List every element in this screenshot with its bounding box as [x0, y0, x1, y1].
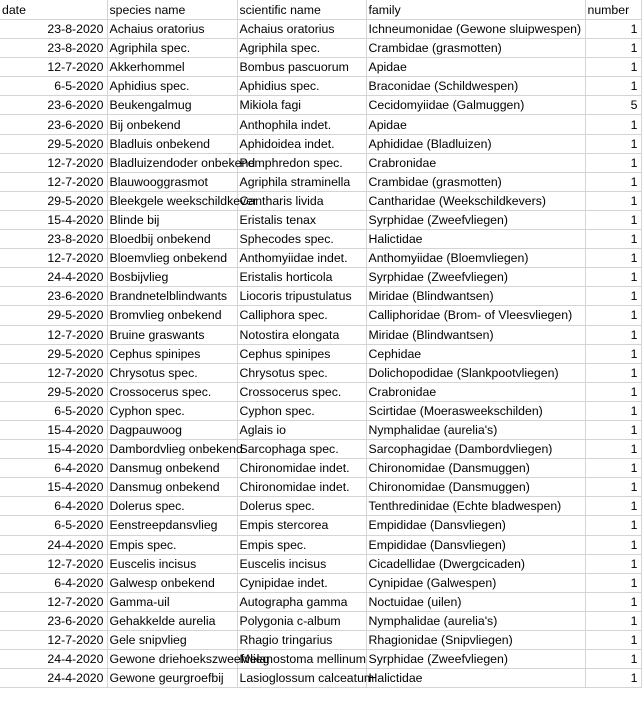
- scientific-name-cell[interactable]: Pemphredon spec.: [237, 153, 366, 172]
- family-cell[interactable]: Crabronidae: [366, 153, 585, 172]
- family-cell[interactable]: Syrphidae (Zweefvliegen): [366, 650, 585, 669]
- table-row: [0, 344, 641, 363]
- table-row: [0, 58, 641, 77]
- species-name-cell[interactable]: Gele snipvlieg: [107, 631, 237, 650]
- family-cell[interactable]: Crambidae (grasmotten): [366, 39, 585, 58]
- number-cell[interactable]: 1: [585, 287, 641, 306]
- number-cell[interactable]: 1: [585, 382, 641, 401]
- number-cell[interactable]: 1: [585, 669, 641, 688]
- scientific-name-cell[interactable]: Euscelis incisus: [237, 554, 366, 573]
- scientific-name-cell[interactable]: Anthophila indet.: [237, 115, 366, 134]
- date-cell[interactable]: 29-5-2020: [0, 344, 107, 363]
- family-cell[interactable]: Chironomidae (Dansmuggen): [366, 459, 585, 478]
- number-cell[interactable]: 1: [585, 497, 641, 516]
- date-cell[interactable]: 23-6-2020: [0, 96, 107, 115]
- scientific-name-cell[interactable]: Dolerus spec.: [237, 497, 366, 516]
- scientific-name-cell[interactable]: Chrysotus spec.: [237, 363, 366, 382]
- family-cell[interactable]: Syrphidae (Zweefvliegen): [366, 210, 585, 229]
- species-name-cell[interactable]: Chrysotus spec.: [107, 363, 237, 382]
- table-row: [0, 268, 641, 287]
- scientific-name-cell[interactable]: Autographa gamma: [237, 592, 366, 611]
- table-row: [0, 497, 641, 516]
- species-name-cell[interactable]: Bromvlieg onbekend: [107, 306, 237, 325]
- species-name-cell[interactable]: Brandnetelblindwants: [107, 287, 237, 306]
- family-cell[interactable]: Halictidae: [366, 230, 585, 249]
- date-cell[interactable]: 12-7-2020: [0, 363, 107, 382]
- number-cell[interactable]: 1: [585, 459, 641, 478]
- family-cell[interactable]: Nymphalidae (aurelia's): [366, 611, 585, 630]
- date-cell[interactable]: 23-8-2020: [0, 230, 107, 249]
- table-row: [0, 230, 641, 249]
- date-cell[interactable]: 29-5-2020: [0, 134, 107, 153]
- species-name-cell[interactable]: Beukengalmug: [107, 96, 237, 115]
- date-cell[interactable]: 15-4-2020: [0, 420, 107, 439]
- scientific-name-cell[interactable]: Aphidoidea indet.: [237, 134, 366, 153]
- number-cell[interactable]: 1: [585, 650, 641, 669]
- date-cell[interactable]: 24-4-2020: [0, 535, 107, 554]
- number-cell[interactable]: 1: [585, 153, 641, 172]
- date-cell[interactable]: 6-4-2020: [0, 497, 107, 516]
- scientific-name-cell[interactable]: Agriphila straminella: [237, 172, 366, 191]
- header-scientific-name[interactable]: scientific name: [237, 0, 366, 20]
- number-cell[interactable]: 1: [585, 20, 641, 39]
- species-name-cell[interactable]: Gewone geurgroefbij: [107, 669, 237, 688]
- number-cell[interactable]: 1: [585, 631, 641, 650]
- family-cell[interactable]: Nymphalidae (aurelia's): [366, 420, 585, 439]
- table-row: [0, 325, 641, 344]
- scientific-name-cell[interactable]: Sphecodes spec.: [237, 230, 366, 249]
- species-name-cell[interactable]: Gamma-uil: [107, 592, 237, 611]
- number-cell[interactable]: 1: [585, 478, 641, 497]
- number-cell[interactable]: 1: [585, 535, 641, 554]
- date-cell[interactable]: 15-4-2020: [0, 210, 107, 229]
- table-row: [0, 631, 641, 650]
- table-row: [0, 420, 641, 439]
- date-cell[interactable]: 24-4-2020: [0, 650, 107, 669]
- table-row: [0, 363, 641, 382]
- scientific-name-cell[interactable]: Anthomyiidae indet.: [237, 249, 366, 268]
- scientific-name-cell[interactable]: Notostira elongata: [237, 325, 366, 344]
- date-cell[interactable]: 12-7-2020: [0, 554, 107, 573]
- species-name-cell[interactable]: Bloemvlieg onbekend: [107, 249, 237, 268]
- scientific-name-cell[interactable]: Melanostoma mellinum: [237, 650, 366, 669]
- date-cell[interactable]: 6-4-2020: [0, 573, 107, 592]
- table-row: [0, 306, 641, 325]
- number-cell[interactable]: 1: [585, 134, 641, 153]
- scientific-name-cell[interactable]: Liocoris tripustulatus: [237, 287, 366, 306]
- number-cell[interactable]: 1: [585, 554, 641, 573]
- family-cell[interactable]: Cephidae: [366, 344, 585, 363]
- species-name-cell[interactable]: Bladluis onbekend: [107, 134, 237, 153]
- date-cell[interactable]: 12-7-2020: [0, 58, 107, 77]
- table-row: [0, 554, 641, 573]
- date-cell[interactable]: 24-4-2020: [0, 268, 107, 287]
- species-name-cell[interactable]: Dambordvlieg onbekend: [107, 440, 237, 459]
- scientific-name-cell[interactable]: Polygonia c-album: [237, 611, 366, 630]
- number-cell[interactable]: 1: [585, 230, 641, 249]
- number-cell[interactable]: 1: [585, 191, 641, 210]
- family-cell[interactable]: Halictidae: [366, 669, 585, 688]
- species-name-cell[interactable]: Dansmug onbekend: [107, 459, 237, 478]
- table-row: [0, 573, 641, 592]
- family-cell[interactable]: Cicadellidae (Dwergcicaden): [366, 554, 585, 573]
- species-name-cell[interactable]: Bladluizendoder onbekend: [107, 153, 237, 172]
- species-name-cell[interactable]: Akkerhommel: [107, 58, 237, 77]
- species-name-cell[interactable]: Bosbijvlieg: [107, 268, 237, 287]
- table-row: [0, 191, 641, 210]
- number-cell[interactable]: 1: [585, 306, 641, 325]
- date-cell[interactable]: 29-5-2020: [0, 191, 107, 210]
- scientific-name-cell[interactable]: Achaius oratorius: [237, 20, 366, 39]
- species-name-cell[interactable]: Blauwooggrasmot: [107, 172, 237, 191]
- table-row: [0, 249, 641, 268]
- species-name-cell[interactable]: Bloedbij onbekend: [107, 230, 237, 249]
- number-cell[interactable]: 1: [585, 58, 641, 77]
- date-cell[interactable]: 12-7-2020: [0, 249, 107, 268]
- species-name-cell[interactable]: Achaius oratorius: [107, 20, 237, 39]
- date-cell[interactable]: 6-5-2020: [0, 516, 107, 535]
- number-cell[interactable]: 1: [585, 516, 641, 535]
- species-name-cell[interactable]: Eenstreepdansvlieg: [107, 516, 237, 535]
- number-cell[interactable]: 1: [585, 344, 641, 363]
- species-name-cell[interactable]: Dolerus spec.: [107, 497, 237, 516]
- table-row: [0, 115, 641, 134]
- family-cell[interactable]: Apidae: [366, 58, 585, 77]
- family-cell[interactable]: Crabronidae: [366, 382, 585, 401]
- species-name-cell[interactable]: Cephus spinipes: [107, 344, 237, 363]
- number-cell[interactable]: 1: [585, 172, 641, 191]
- scientific-name-cell[interactable]: Crossocerus spec.: [237, 382, 366, 401]
- date-cell[interactable]: 23-8-2020: [0, 20, 107, 39]
- family-cell[interactable]: Rhagionidae (Snipvliegen): [366, 631, 585, 650]
- species-name-cell[interactable]: Crossocerus spec.: [107, 382, 237, 401]
- date-cell[interactable]: 23-6-2020: [0, 611, 107, 630]
- header-date[interactable]: date: [0, 0, 107, 20]
- scientific-name-cell[interactable]: Cynipidae indet.: [237, 573, 366, 592]
- species-name-cell[interactable]: Gehakkelde aurelia: [107, 611, 237, 630]
- family-cell[interactable]: Crambidae (grasmotten): [366, 172, 585, 191]
- date-cell[interactable]: 6-5-2020: [0, 401, 107, 420]
- family-cell[interactable]: Dolichopodidae (Slankpootvliegen): [366, 363, 585, 382]
- table-row: [0, 592, 641, 611]
- family-cell[interactable]: Apidae: [366, 115, 585, 134]
- table-row: [0, 20, 641, 39]
- date-cell[interactable]: 12-7-2020: [0, 592, 107, 611]
- date-cell[interactable]: 24-4-2020: [0, 669, 107, 688]
- number-cell[interactable]: 1: [585, 573, 641, 592]
- date-cell[interactable]: 12-7-2020: [0, 153, 107, 172]
- scientific-name-cell[interactable]: Aglais io: [237, 420, 366, 439]
- family-cell[interactable]: Ichneumonidae (Gewone sluipwespen): [366, 20, 585, 39]
- scientific-name-cell[interactable]: Aphidius spec.: [237, 77, 366, 96]
- species-name-cell[interactable]: Empis spec.: [107, 535, 237, 554]
- family-cell[interactable]: Tenthredinidae (Echte bladwespen): [366, 497, 585, 516]
- date-cell[interactable]: 6-5-2020: [0, 77, 107, 96]
- table-row: [0, 134, 641, 153]
- species-name-cell[interactable]: Agriphila spec.: [107, 39, 237, 58]
- number-cell[interactable]: 1: [585, 420, 641, 439]
- table-row: [0, 153, 641, 172]
- scientific-name-cell[interactable]: Chironomidae indet.: [237, 459, 366, 478]
- species-name-cell[interactable]: Dagpauwoog: [107, 420, 237, 439]
- number-cell[interactable]: 1: [585, 440, 641, 459]
- species-name-cell[interactable]: Dansmug onbekend: [107, 478, 237, 497]
- header-number[interactable]: number: [585, 0, 641, 20]
- family-cell[interactable]: Calliphoridae (Brom- of Vleesvliegen): [366, 306, 585, 325]
- number-cell[interactable]: 1: [585, 363, 641, 382]
- scientific-name-cell[interactable]: Empis spec.: [237, 535, 366, 554]
- scientific-name-cell[interactable]: Cyphon spec.: [237, 401, 366, 420]
- scientific-name-cell[interactable]: Eristalis horticola: [237, 268, 366, 287]
- family-cell[interactable]: Empididae (Dansvliegen): [366, 535, 585, 554]
- scientific-name-cell[interactable]: Agriphila spec.: [237, 39, 366, 58]
- family-cell[interactable]: Miridae (Blindwantsen): [366, 287, 585, 306]
- date-cell[interactable]: 23-8-2020: [0, 39, 107, 58]
- scientific-name-cell[interactable]: Calliphora spec.: [237, 306, 366, 325]
- date-cell[interactable]: 6-4-2020: [0, 459, 107, 478]
- date-cell[interactable]: 29-5-2020: [0, 306, 107, 325]
- table-row: [0, 172, 641, 191]
- date-cell[interactable]: 29-5-2020: [0, 382, 107, 401]
- scientific-name-cell[interactable]: Cephus spinipes: [237, 344, 366, 363]
- table-row: [0, 382, 641, 401]
- table-row: [0, 287, 641, 306]
- family-cell[interactable]: Aphididae (Bladluizen): [366, 134, 585, 153]
- number-cell[interactable]: 1: [585, 77, 641, 96]
- number-cell[interactable]: 1: [585, 210, 641, 229]
- number-cell[interactable]: 1: [585, 39, 641, 58]
- number-cell[interactable]: 1: [585, 325, 641, 344]
- table-row: [0, 96, 641, 115]
- family-cell[interactable]: Cecidomyiidae (Galmuggen): [366, 96, 585, 115]
- family-cell[interactable]: Anthomyiidae (Bloemvliegen): [366, 249, 585, 268]
- species-name-cell[interactable]: Blinde bij: [107, 210, 237, 229]
- species-name-cell[interactable]: Bij onbekend: [107, 115, 237, 134]
- species-name-cell[interactable]: Galwesp onbekend: [107, 573, 237, 592]
- table-row: [0, 440, 641, 459]
- scientific-name-cell[interactable]: Rhagio tringarius: [237, 631, 366, 650]
- species-name-cell[interactable]: Bleekgele weekschildkever: [107, 191, 237, 210]
- number-cell[interactable]: 1: [585, 401, 641, 420]
- family-cell[interactable]: Cynipidae (Galwespen): [366, 573, 585, 592]
- species-name-cell[interactable]: Gewone driehoekszweefvlieg: [107, 650, 237, 669]
- date-cell[interactable]: 23-6-2020: [0, 115, 107, 134]
- header-family[interactable]: family: [366, 0, 585, 20]
- table-row: [0, 516, 641, 535]
- family-cell[interactable]: Syrphidae (Zweefvliegen): [366, 268, 585, 287]
- species-name-cell[interactable]: Euscelis incisus: [107, 554, 237, 573]
- table-row: [0, 210, 641, 229]
- header-species-name[interactable]: species name: [107, 0, 237, 20]
- scientific-name-cell[interactable]: Eristalis tenax: [237, 210, 366, 229]
- table-row: [0, 77, 641, 96]
- date-cell[interactable]: 23-6-2020: [0, 287, 107, 306]
- date-cell[interactable]: 12-7-2020: [0, 631, 107, 650]
- table-row: [0, 459, 641, 478]
- number-cell[interactable]: 1: [585, 592, 641, 611]
- scientific-name-cell[interactable]: Empis stercorea: [237, 516, 366, 535]
- date-cell[interactable]: 15-4-2020: [0, 440, 107, 459]
- number-cell[interactable]: 1: [585, 268, 641, 287]
- family-cell[interactable]: Empididae (Dansvliegen): [366, 516, 585, 535]
- number-cell[interactable]: 5: [585, 96, 641, 115]
- species-name-cell[interactable]: Aphidius spec.: [107, 77, 237, 96]
- scientific-name-cell[interactable]: Sarcophaga spec.: [237, 440, 366, 459]
- family-cell[interactable]: Miridae (Blindwantsen): [366, 325, 585, 344]
- table-row: [0, 650, 641, 669]
- family-cell[interactable]: Noctuidae (uilen): [366, 592, 585, 611]
- number-cell[interactable]: 1: [585, 249, 641, 268]
- scientific-name-cell[interactable]: Chironomidae indet.: [237, 478, 366, 497]
- header-row: [0, 0, 641, 20]
- date-cell[interactable]: 12-7-2020: [0, 172, 107, 191]
- scientific-name-cell[interactable]: Cantharis livida: [237, 191, 366, 210]
- family-cell[interactable]: Cantharidae (Weekschildkevers): [366, 191, 585, 210]
- family-cell[interactable]: Chironomidae (Dansmuggen): [366, 478, 585, 497]
- table-row: [0, 478, 641, 497]
- table-row: [0, 535, 641, 554]
- table-row: [0, 401, 641, 420]
- species-name-cell[interactable]: Bruine graswants: [107, 325, 237, 344]
- date-cell[interactable]: 15-4-2020: [0, 478, 107, 497]
- species-name-cell[interactable]: Cyphon spec.: [107, 401, 237, 420]
- scientific-name-cell[interactable]: Lasioglossum calceatum: [237, 669, 366, 688]
- table-row: [0, 39, 641, 58]
- table-row: [0, 611, 641, 630]
- date-cell[interactable]: 12-7-2020: [0, 325, 107, 344]
- scientific-name-cell[interactable]: Mikiola fagi: [237, 96, 366, 115]
- family-cell[interactable]: Sarcophagidae (Dambordvliegen): [366, 440, 585, 459]
- number-cell[interactable]: 1: [585, 115, 641, 134]
- scientific-name-cell[interactable]: Bombus pascuorum: [237, 58, 366, 77]
- table-row: [0, 669, 641, 688]
- family-cell[interactable]: Braconidae (Schildwespen): [366, 77, 585, 96]
- family-cell[interactable]: Scirtidae (Moerasweekschilden): [366, 401, 585, 420]
- number-cell[interactable]: 1: [585, 611, 641, 630]
